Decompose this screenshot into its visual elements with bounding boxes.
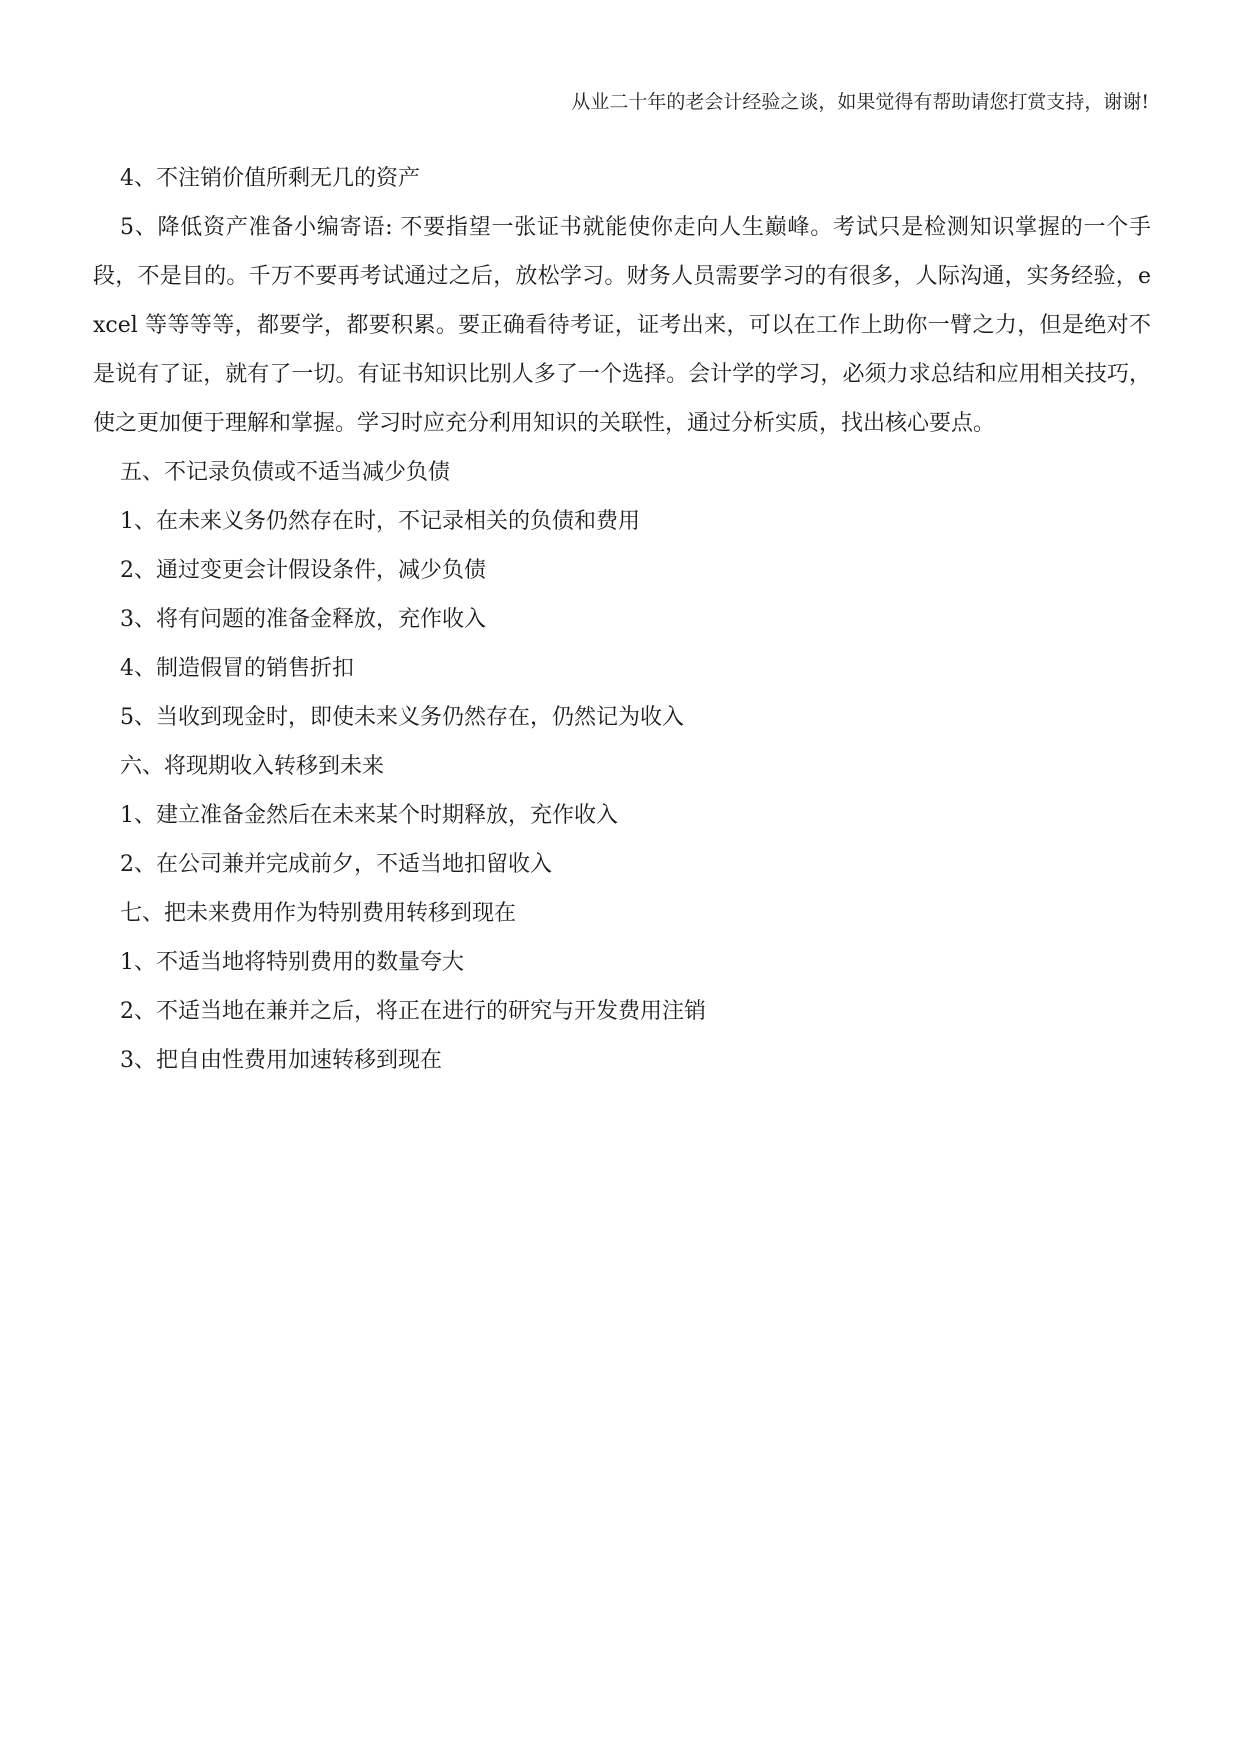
paragraph: 1、在未来义务仍然存在时，不记录相关的负债和费用	[120, 509, 640, 534]
paragraph: 2、通过变更会计假设条件，减少负债	[120, 558, 486, 583]
paragraph: 5、降低资产准备小编寄语: 不要指望一张证书就能使你走向人生巅峰。考试只是检测知识掌握的一个手段，不是目的。千万不要再考试通过之后，放松学习。财务人员需要学习的有很多，人际沟通，实务经验，excel 等等等等，都要学，都要积累。要正确看待考证，证考出来，可以在工作上助你一臂之力，但是绝对不是说有了证，就有了一切。有证书知识比别人多了一个选择。会计学的学习，必须力求总结和应用相关技巧，使之更加便于理解和掌握。学习时应充分利用知识的关联性，通过分析实质，找出核心要点。	[93, 215, 1151, 436]
header-note: 从业二十年的老会计经验之谈，如果觉得有帮助请您打赏支持，谢谢!	[571, 91, 1149, 113]
section-heading: 五、不记录负债或不适当减少负债	[120, 460, 451, 485]
section-heading: 七、把未来费用作为特别费用转移到现在	[120, 901, 517, 926]
paragraph: 1、建立准备金然后在未来某个时期释放，充作收入	[120, 803, 618, 828]
section-heading: 六、将现期收入转移到未来	[120, 754, 385, 779]
document-body	[93, 154, 1151, 1085]
paragraph: 4、制造假冒的销售折扣	[120, 656, 354, 681]
paragraph: 4、不注销价值所剩无几的资产	[120, 166, 420, 191]
paragraph: 3、将有问题的准备金释放，充作收入	[120, 607, 486, 632]
paragraph: 5、当收到现金时，即使未来义务仍然存在，仍然记为收入	[120, 705, 684, 730]
paragraph: 3、把自由性费用加速转移到现在	[120, 1048, 442, 1073]
paragraph: 1、不适当地将特别费用的数量夸大	[120, 950, 464, 975]
paragraph: 2、在公司兼并完成前夕，不适当地扣留收入	[120, 852, 552, 877]
paragraph: 2、不适当地在兼并之后，将正在进行的研究与开发费用注销	[120, 999, 706, 1024]
